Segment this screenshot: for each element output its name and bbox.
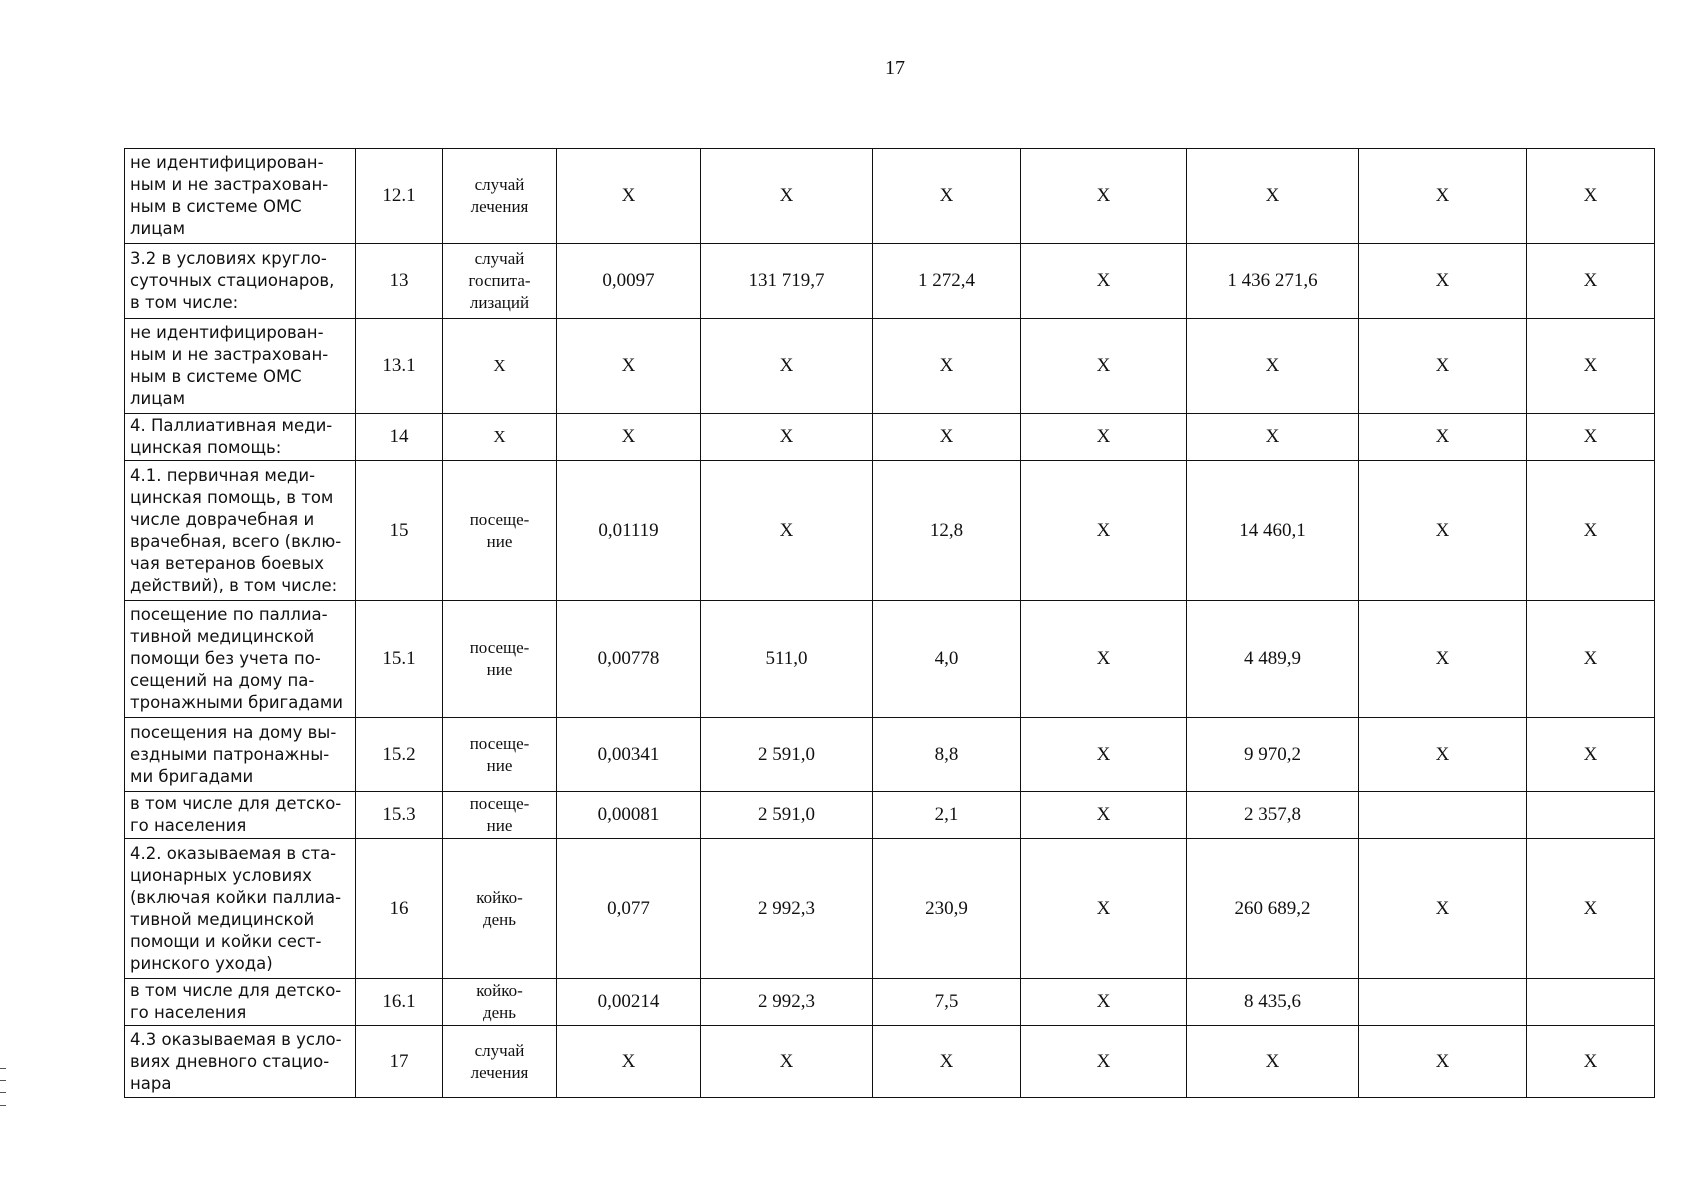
cell-c6: Х — [1359, 244, 1527, 319]
cell-c7: Х — [1527, 149, 1655, 244]
cell-c6 — [1359, 979, 1527, 1026]
cell-c2: 2 591,0 — [701, 792, 873, 839]
cell-unit: Х — [443, 414, 557, 461]
cell-c6: Х — [1359, 601, 1527, 718]
cell-desc: 4. Паллиативная меди- цинская помощь: — [125, 414, 356, 461]
cell-c6 — [1359, 792, 1527, 839]
cell-c7: Х — [1527, 319, 1655, 414]
cell-desc: 4.2. оказываемая в ста- ционарных условиях (включая койки паллиа- тивной медицинской помощи и койки сест- ринского ухода) — [125, 839, 356, 979]
cell-desc: посещение по паллиа- тивной медицинской помощи без учета по- сещений на дому па- тронажными бригадами — [125, 601, 356, 718]
cell-c2: 2 992,3 — [701, 979, 873, 1026]
cell-c4: Х — [1021, 792, 1187, 839]
cell-unit: случай лечения — [443, 149, 557, 244]
table-row — [125, 149, 1655, 244]
cell-c1: Х — [557, 1026, 701, 1098]
cell-c6: Х — [1359, 1026, 1527, 1098]
cell-c5: 9 970,2 — [1187, 718, 1359, 792]
cell-c4: Х — [1021, 319, 1187, 414]
cell-unit: койко- день — [443, 839, 557, 979]
cell-c2: 2 591,0 — [701, 718, 873, 792]
cell-unit: случай лечения — [443, 1026, 557, 1098]
table-row — [125, 244, 1655, 319]
cell-desc: 4.3 оказываемая в усло- виях дневного стацио- нара — [125, 1026, 356, 1098]
cell-desc: посещения на дому вы- ездными патронажны- ми бригадами — [125, 718, 356, 792]
cell-c2: 511,0 — [701, 601, 873, 718]
cell-c3: 1 272,4 — [873, 244, 1021, 319]
cell-desc: не идентифицирован- ным и не застрахован- ным в системе ОМС лицам — [125, 319, 356, 414]
cell-c4: Х — [1021, 979, 1187, 1026]
cell-c6: Х — [1359, 839, 1527, 979]
cell-unit: Х — [443, 319, 557, 414]
table-row — [125, 461, 1655, 601]
cell-c3: 8,8 — [873, 718, 1021, 792]
cell-unit: случай госпита- лизаций — [443, 244, 557, 319]
cell-c3: 2,1 — [873, 792, 1021, 839]
cell-unit: посеще- ние — [443, 792, 557, 839]
cell-c2: 131 719,7 — [701, 244, 873, 319]
cell-num: 13 — [356, 244, 443, 319]
cell-unit: посеще- ние — [443, 461, 557, 601]
cell-c6: Х — [1359, 149, 1527, 244]
cell-c5: 8 435,6 — [1187, 979, 1359, 1026]
cell-c5: 2 357,8 — [1187, 792, 1359, 839]
cell-c1: Х — [557, 319, 701, 414]
cell-c5: Х — [1187, 414, 1359, 461]
cell-c1: Х — [557, 414, 701, 461]
cell-c7: Х — [1527, 1026, 1655, 1098]
cell-desc: в том числе для детско- го населения — [125, 792, 356, 839]
cell-c7: Х — [1527, 839, 1655, 979]
cell-c4: Х — [1021, 1026, 1187, 1098]
cell-desc: 4.1. первичная меди- цинская помощь, в том числе доврачебная и врачебная, всего (вклю- чая ветеранов боевых действий), в том числе: — [125, 461, 356, 601]
cell-c2: 2 992,3 — [701, 839, 873, 979]
table-row — [125, 839, 1655, 979]
cell-desc: в том числе для детско- го населения — [125, 979, 356, 1026]
table-row — [125, 792, 1655, 839]
cell-c4: Х — [1021, 839, 1187, 979]
cell-c2: Х — [701, 414, 873, 461]
cell-c4: Х — [1021, 461, 1187, 601]
cell-c7 — [1527, 792, 1655, 839]
cell-c6: Х — [1359, 414, 1527, 461]
cell-num: 12.1 — [356, 149, 443, 244]
cell-c6: Х — [1359, 718, 1527, 792]
cell-c3: Х — [873, 149, 1021, 244]
cell-c1: 0,00081 — [557, 792, 701, 839]
cell-c7: Х — [1527, 461, 1655, 601]
cell-desc: не идентифицирован- ным и не застрахован- ным в системе ОМС лицам — [125, 149, 356, 244]
table-row — [125, 718, 1655, 792]
cell-c3: Х — [873, 319, 1021, 414]
cell-c5: Х — [1187, 1026, 1359, 1098]
cell-c4: Х — [1021, 149, 1187, 244]
cell-c7: Х — [1527, 718, 1655, 792]
cell-num: 16.1 — [356, 979, 443, 1026]
cell-num: 15.1 — [356, 601, 443, 718]
table-row — [125, 319, 1655, 414]
cell-num: 16 — [356, 839, 443, 979]
cell-num: 15 — [356, 461, 443, 601]
cell-c4: Х — [1021, 601, 1187, 718]
cell-c3: 7,5 — [873, 979, 1021, 1026]
cell-c2: Х — [701, 461, 873, 601]
margin-mark — [0, 1068, 6, 1106]
cell-num: 14 — [356, 414, 443, 461]
cell-num: 15.3 — [356, 792, 443, 839]
table-row — [125, 1026, 1655, 1098]
cell-unit: койко- день — [443, 979, 557, 1026]
cell-c6: Х — [1359, 319, 1527, 414]
table-body — [125, 149, 1655, 1098]
cell-c4: Х — [1021, 244, 1187, 319]
cell-c1: 0,00341 — [557, 718, 701, 792]
table-row — [125, 601, 1655, 718]
cell-c2: Х — [701, 1026, 873, 1098]
cell-c1: 0,00214 — [557, 979, 701, 1026]
cell-c1: 0,00778 — [557, 601, 701, 718]
cell-unit: посеще- ние — [443, 718, 557, 792]
cell-c3: Х — [873, 1026, 1021, 1098]
cell-c5: 4 489,9 — [1187, 601, 1359, 718]
cell-unit: посеще- ние — [443, 601, 557, 718]
cell-c1: Х — [557, 149, 701, 244]
cell-c7: Х — [1527, 601, 1655, 718]
cell-c6: Х — [1359, 461, 1527, 601]
page-number: 17 — [885, 57, 905, 79]
cell-c3: 4,0 — [873, 601, 1021, 718]
cell-c4: Х — [1021, 414, 1187, 461]
table-row — [125, 414, 1655, 461]
cell-c5: 14 460,1 — [1187, 461, 1359, 601]
cell-c5: 260 689,2 — [1187, 839, 1359, 979]
cell-c5: Х — [1187, 149, 1359, 244]
cell-c3: 230,9 — [873, 839, 1021, 979]
cell-c1: 0,0097 — [557, 244, 701, 319]
cell-c3: Х — [873, 414, 1021, 461]
table-row — [125, 979, 1655, 1026]
cell-c3: 12,8 — [873, 461, 1021, 601]
data-table — [124, 148, 1655, 1098]
cell-c2: Х — [701, 319, 873, 414]
cell-num: 15.2 — [356, 718, 443, 792]
cell-c1: 0,01119 — [557, 461, 701, 601]
cell-c1: 0,077 — [557, 839, 701, 979]
cell-num: 17 — [356, 1026, 443, 1098]
cell-c5: Х — [1187, 319, 1359, 414]
cell-c5: 1 436 271,6 — [1187, 244, 1359, 319]
cell-c2: Х — [701, 149, 873, 244]
cell-desc: 3.2 в условиях кругло- суточных стационаров, в том числе: — [125, 244, 356, 319]
cell-c7: Х — [1527, 414, 1655, 461]
cell-num: 13.1 — [356, 319, 443, 414]
cell-c7 — [1527, 979, 1655, 1026]
cell-c4: Х — [1021, 718, 1187, 792]
cell-c7: Х — [1527, 244, 1655, 319]
